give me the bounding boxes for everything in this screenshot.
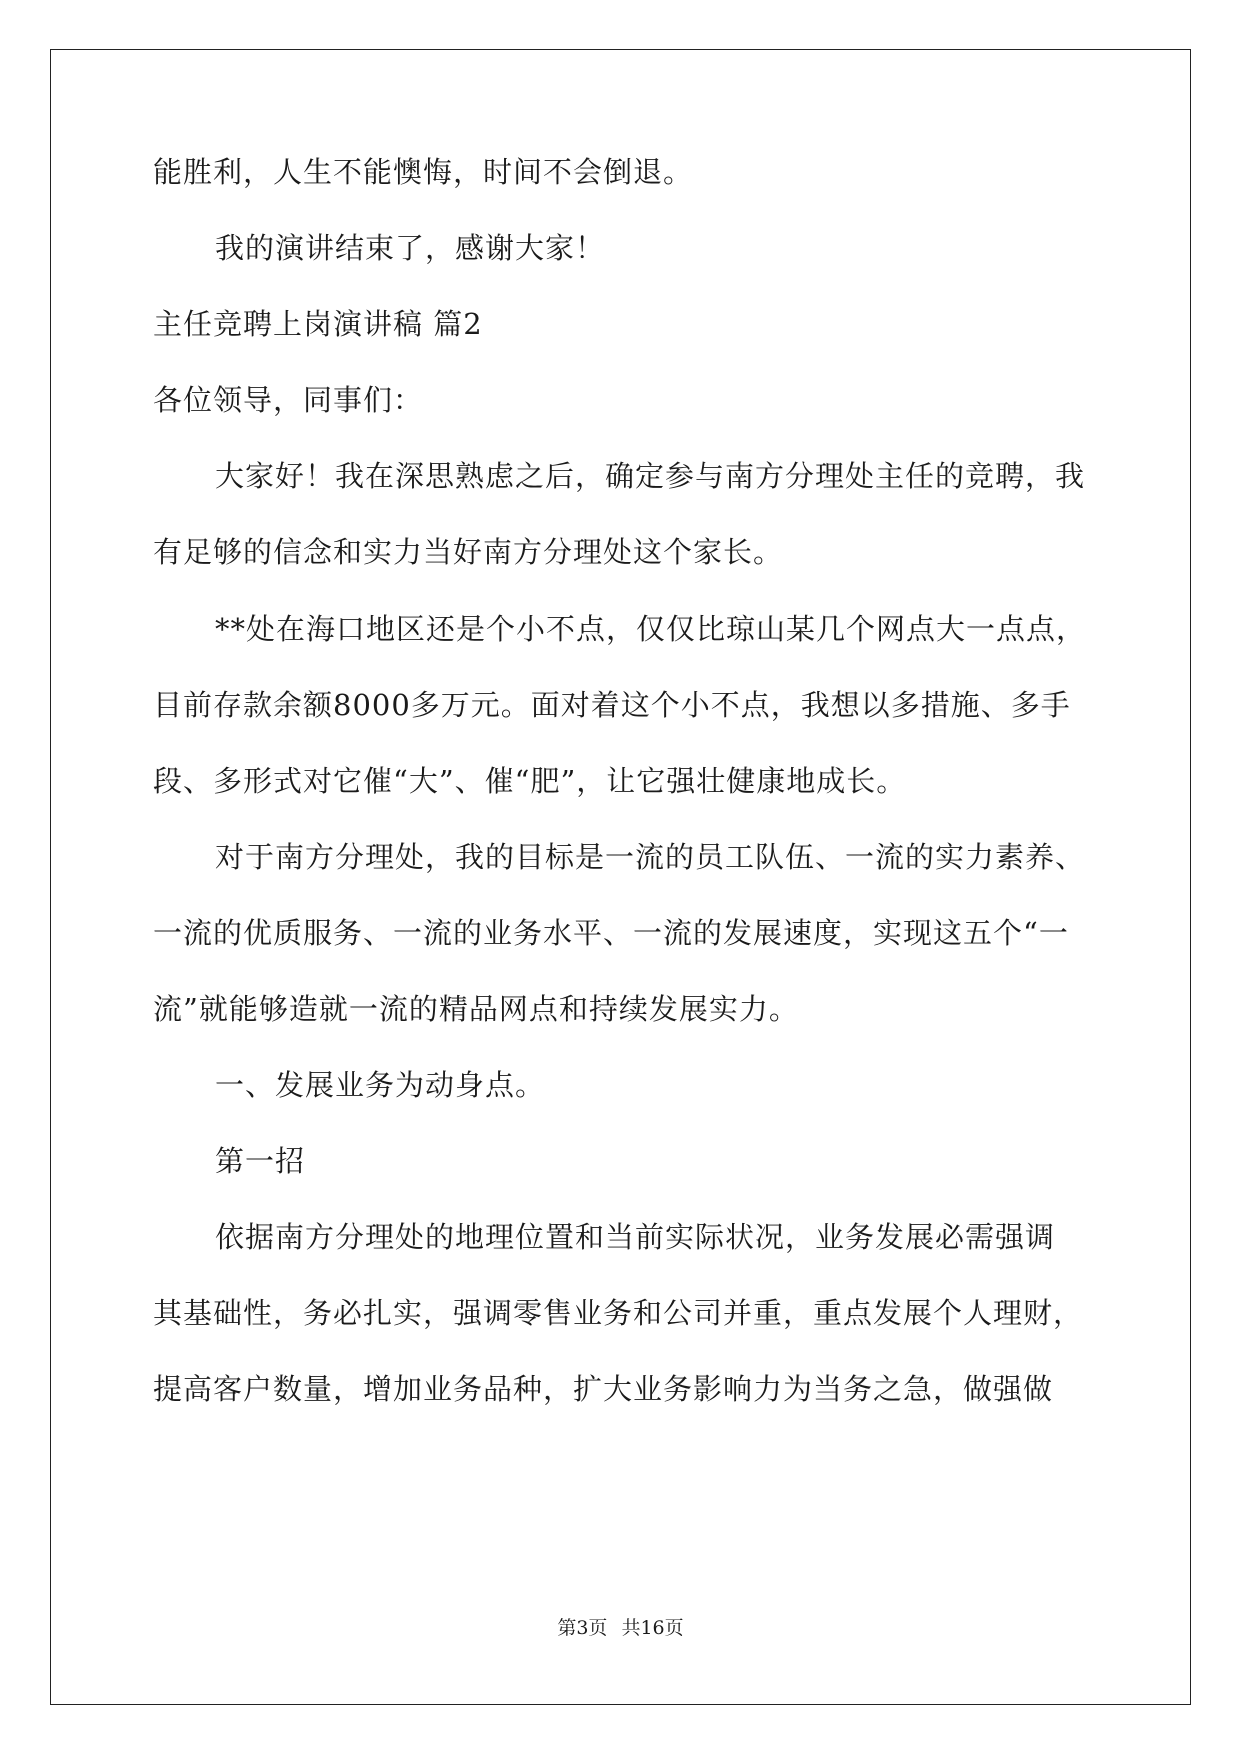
paragraph-line: 目前存款余额8000多万元。面对着这个小不点，我想以多措施、多手	[153, 688, 1071, 722]
page-footer	[0, 1616, 1241, 1640]
section-heading: 主任竞聘上岗演讲稿 篇2	[153, 307, 483, 341]
page-total: 共16页	[621, 1617, 684, 1639]
page-border	[50, 49, 1191, 1705]
paragraph-line: 提高客户数量，增加业务品种，扩大业务影响力为当务之急，做强做	[153, 1372, 1054, 1406]
paragraph-line: 能胜利，人生不能懊悔，时间不会倒退。	[153, 155, 694, 189]
paragraph-line: 依据南方分理处的地理位置和当前实际状况，业务发展必需强调	[215, 1220, 1056, 1254]
paragraph-line: 段、多形式对它催“大”、催“肥”，让它强壮健康地成长。	[153, 764, 907, 798]
paragraph-line: 其基础性，务必扎实，强调零售业务和公司并重，重点发展个人理财，	[153, 1296, 1084, 1330]
paragraph-line: 对于南方分理处，我的目标是一流的员工队伍、一流的实力素养、	[215, 840, 1086, 874]
paragraph-line: 一流的优质服务、一流的业务水平、一流的发展速度，实现这五个“一	[153, 916, 1069, 950]
paragraph-line: 一、发展业务为动身点。	[215, 1068, 546, 1102]
page-number: 第3页	[557, 1617, 608, 1639]
paragraph-line: 第一招	[215, 1144, 306, 1178]
paragraph-line: 有足够的信念和实力当好南方分理处这个家长。	[153, 535, 784, 569]
salutation: 各位领导，同事们：	[153, 383, 424, 417]
paragraph-line: 流”就能够造就一流的精品网点和持续发展实力。	[153, 992, 799, 1026]
paragraph-line: 我的演讲结束了，感谢大家！	[215, 231, 606, 265]
paragraph-line: 大家好！我在深思熟虑之后，确定参与南方分理处主任的竞聘，我	[215, 459, 1086, 493]
paragraph-line: **处在海口地区还是个小不点，仅仅比琼山某几个网点大一点点，	[215, 612, 1087, 646]
